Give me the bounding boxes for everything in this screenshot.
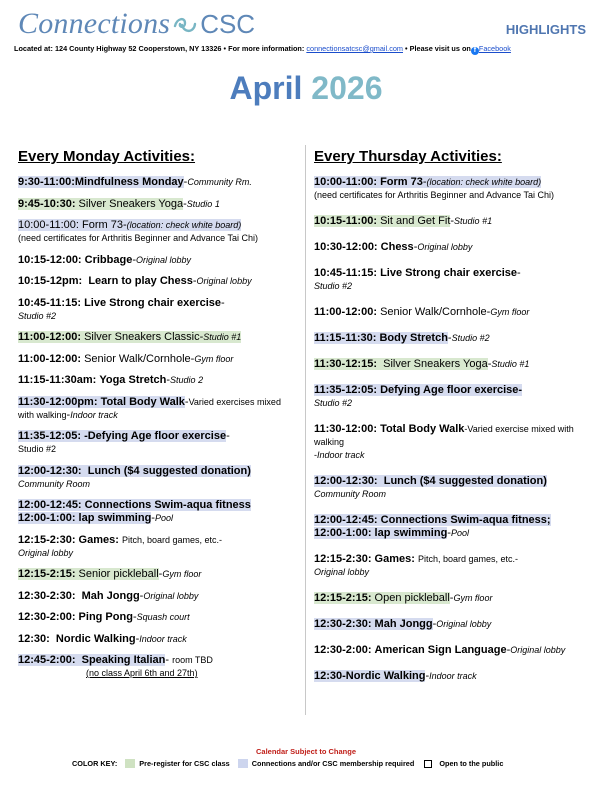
activity-title: 11:00-12:00: Silver Sneakers Classic-Studio #1 [18, 331, 242, 343]
title-month: April [229, 70, 303, 106]
activity-item: 12:15-2:15: Senior pickleball-Gym floor [18, 568, 202, 580]
activity-item: 12:30-Nordic Walking-Indoor track [314, 670, 477, 682]
activity-item: 10:45-11:15: Live Strong chair exercise- Studio #2 [18, 296, 225, 321]
email-link[interactable]: connectionsatcsc@gmail.com [306, 44, 403, 53]
activity-item [18, 331, 296, 344]
logo-csc: CSC [200, 8, 256, 39]
green-swatch-icon [125, 759, 135, 768]
activity-title: 12:00-12:30: Lunch ($4 suggested donation) [314, 475, 547, 487]
facebook-icon[interactable]: f [471, 47, 479, 55]
activity-item: 11:15-11:30am: Yoga Stretch-Studio 2 [18, 374, 204, 386]
activity-title: 12:00-12:45: Connections Swim-aqua fitness; [314, 514, 551, 526]
address: Located at: 124 County Highway 52 Cooperstown, NY 13326 [14, 44, 222, 53]
activity-item: 11:00-12:00: Senior Walk/Cornhole-Gym floor [18, 352, 234, 365]
monday-column [18, 148, 296, 689]
activity-item: 12:15-2:15: Open pickleball-Gym floor [314, 592, 493, 604]
column-divider [305, 145, 306, 715]
thursday-column [314, 148, 596, 696]
activity-item: 12:30-2:00: Ping Pong-Squash court [18, 611, 190, 623]
activity-item: 11:00-12:00: Senior Walk/Cornhole-Gym floor [314, 306, 530, 318]
activity-item: 11:35-12:05: -Defying Age floor exercise- Studio #2 [18, 430, 230, 454]
activity-title: 11:15-11:30: Body Stretch [314, 332, 448, 344]
thursday-heading: Every Thursday Activities: [314, 148, 502, 165]
connections-csc-logo [18, 6, 255, 42]
activity-title: 11:30-12:00pm: Total Body Walk [18, 395, 185, 408]
bullet-separator: • [223, 44, 227, 53]
page-title [0, 70, 612, 107]
activity-item: 12:00-12:30: Lunch ($4 suggested donation) Community Room [314, 475, 547, 499]
activity-title: 12:00-1:00: lap swimming [18, 512, 152, 524]
activity-item: 12:00-12:45: Connections Swim-aqua fitness; 12:00-1:00: lap swimming-Pool [314, 514, 551, 539]
key-open-label: Open to the public [439, 759, 504, 768]
color-key-label: COLOR KEY: [72, 759, 118, 768]
activity-title: 11:35-12:05: Defying Age floor exercise- [314, 384, 523, 396]
activity-item: 12:15-2:30: Games: Pitch, board games, etc.- Original lobby [18, 533, 223, 558]
activity-item: 12:30-2:30: Mah Jongg-Original lobby [18, 589, 199, 602]
activity-item: 11:30-12:15: Silver Sneakers Yoga-Studio #1 [314, 358, 530, 370]
info-line [14, 44, 604, 55]
activity-note: (no class April 6th and 27th) [86, 668, 198, 678]
activity-title: 12:15-2:15: Senior pickleball [18, 568, 159, 580]
activity-title: 10:00-11:00: Form 73-(location: check white board) [18, 219, 242, 231]
activity-title: 12:00-12:45: Connections Swim-aqua fitness [18, 499, 251, 511]
highlights-label: HIGHLIGHTS [505, 22, 586, 37]
activity-title: 10:15-11:00: Sit and Get Fit [314, 215, 451, 227]
activity-item: 10:15-12:00: Cribbage-Original lobby [18, 253, 192, 266]
activity-title: 12:15-2:15: Open pickleball [314, 592, 450, 604]
activity-note: (need certificates for Arthritis Beginner and Advance Tai Chi) [18, 233, 258, 243]
activity-item: 10:30-12:00: Chess-Original lobby [314, 241, 473, 253]
activity-title: 12:00-1:00: lap swimming [314, 527, 448, 539]
activity-item [18, 219, 296, 245]
more-info-label: For more information: [228, 44, 305, 53]
activity-title: 12:00-12:30: Lunch ($4 suggested donation) [18, 464, 251, 477]
activity-item: 10:45-11:15: Live Strong chair exercise- Studio #2 [314, 267, 521, 291]
logo-wordmark: Connections [18, 7, 171, 40]
activity-item: 9:30-11:00:Mindfulness Monday-Community Rm. [18, 176, 252, 188]
activity-title: 12:30-2:30: Mah Jongg [314, 618, 433, 630]
activity-title: 10:00-11:00: Form 73-(location: check white board) [314, 176, 542, 188]
monday-heading: Every Monday Activities: [18, 148, 196, 165]
activity-item: 12:15-2:30: Games: Pitch, board games, etc.- Original lobby [314, 553, 519, 577]
activity-note: (need certificates for Arthritis Beginner and Advance Tai Chi) [314, 190, 554, 200]
key-blue-label: Connections and/or CSC membership required [251, 759, 415, 768]
activity-item: 12:00-12:45: Connections Swim-aqua fitness 12:00-1:00: lap swimming-Pool [18, 499, 251, 524]
key-green-label: Pre-register for CSC class [139, 759, 230, 768]
bullet-separator: • [405, 44, 408, 53]
activity-item: 10:15-12pm: Learn to play Chess-Original lobby [18, 275, 252, 287]
activity-item: 12:00-12:30: Lunch ($4 suggested donation) Community Room [18, 464, 251, 489]
activity-title: 11:30-12:15: Silver Sneakers Yoga [314, 358, 488, 370]
activity-item [314, 176, 596, 202]
activity-title: 12:45-2:00: Speaking Italian [18, 654, 166, 666]
activity-item: 10:15-11:00: Sit and Get Fit-Studio #1 [314, 215, 493, 227]
logo-swirl-icon [172, 12, 198, 36]
open-square-icon [424, 760, 432, 768]
visit-label: Please visit us on [409, 44, 471, 53]
activity-title: 12:30-Nordic Walking [314, 670, 426, 682]
facebook-link[interactable]: Facebook [478, 44, 511, 53]
color-key [72, 759, 503, 768]
activity-item: 11:30-12:00: Total Body Walk-Varied exercise mixed with walking -Indoor track [314, 423, 574, 460]
activity-item: 12:30-2:00: American Sign Language-Original lobby [314, 644, 566, 656]
activity-item: 11:15-11:30: Body Stretch-Studio #2 [314, 332, 490, 344]
activity-item: 11:35-12:05: Defying Age floor exercise- Studio #2 [314, 384, 523, 408]
activity-title: 9:45-10:30: Silver Sneakers Yoga [18, 197, 184, 210]
activity-item: 9:45-10:30: Silver Sneakers Yoga-Studio 1 [18, 197, 220, 210]
activity-title: 9:30-11:00:Mindfulness Monday [18, 176, 184, 188]
blue-swatch-icon [238, 759, 248, 768]
activity-item: 11:30-12:00pm: Total Body Walk-Varied exercises mixed with walking-Indoor track [18, 395, 281, 421]
activity-item: 12:45-2:00: Speaking Italian- room TBD (no class April 6th and 27th) [18, 654, 213, 678]
activity-title: 11:35-12:05: -Defying Age floor exercise [18, 430, 227, 442]
activity-item: 12:30: Nordic Walking-Indoor track [18, 632, 187, 645]
calendar-notice: Calendar Subject to Change [255, 747, 357, 756]
title-year: 2026 [311, 70, 383, 106]
activity-item: 12:30-2:30: Mah Jongg-Original lobby [314, 618, 492, 630]
